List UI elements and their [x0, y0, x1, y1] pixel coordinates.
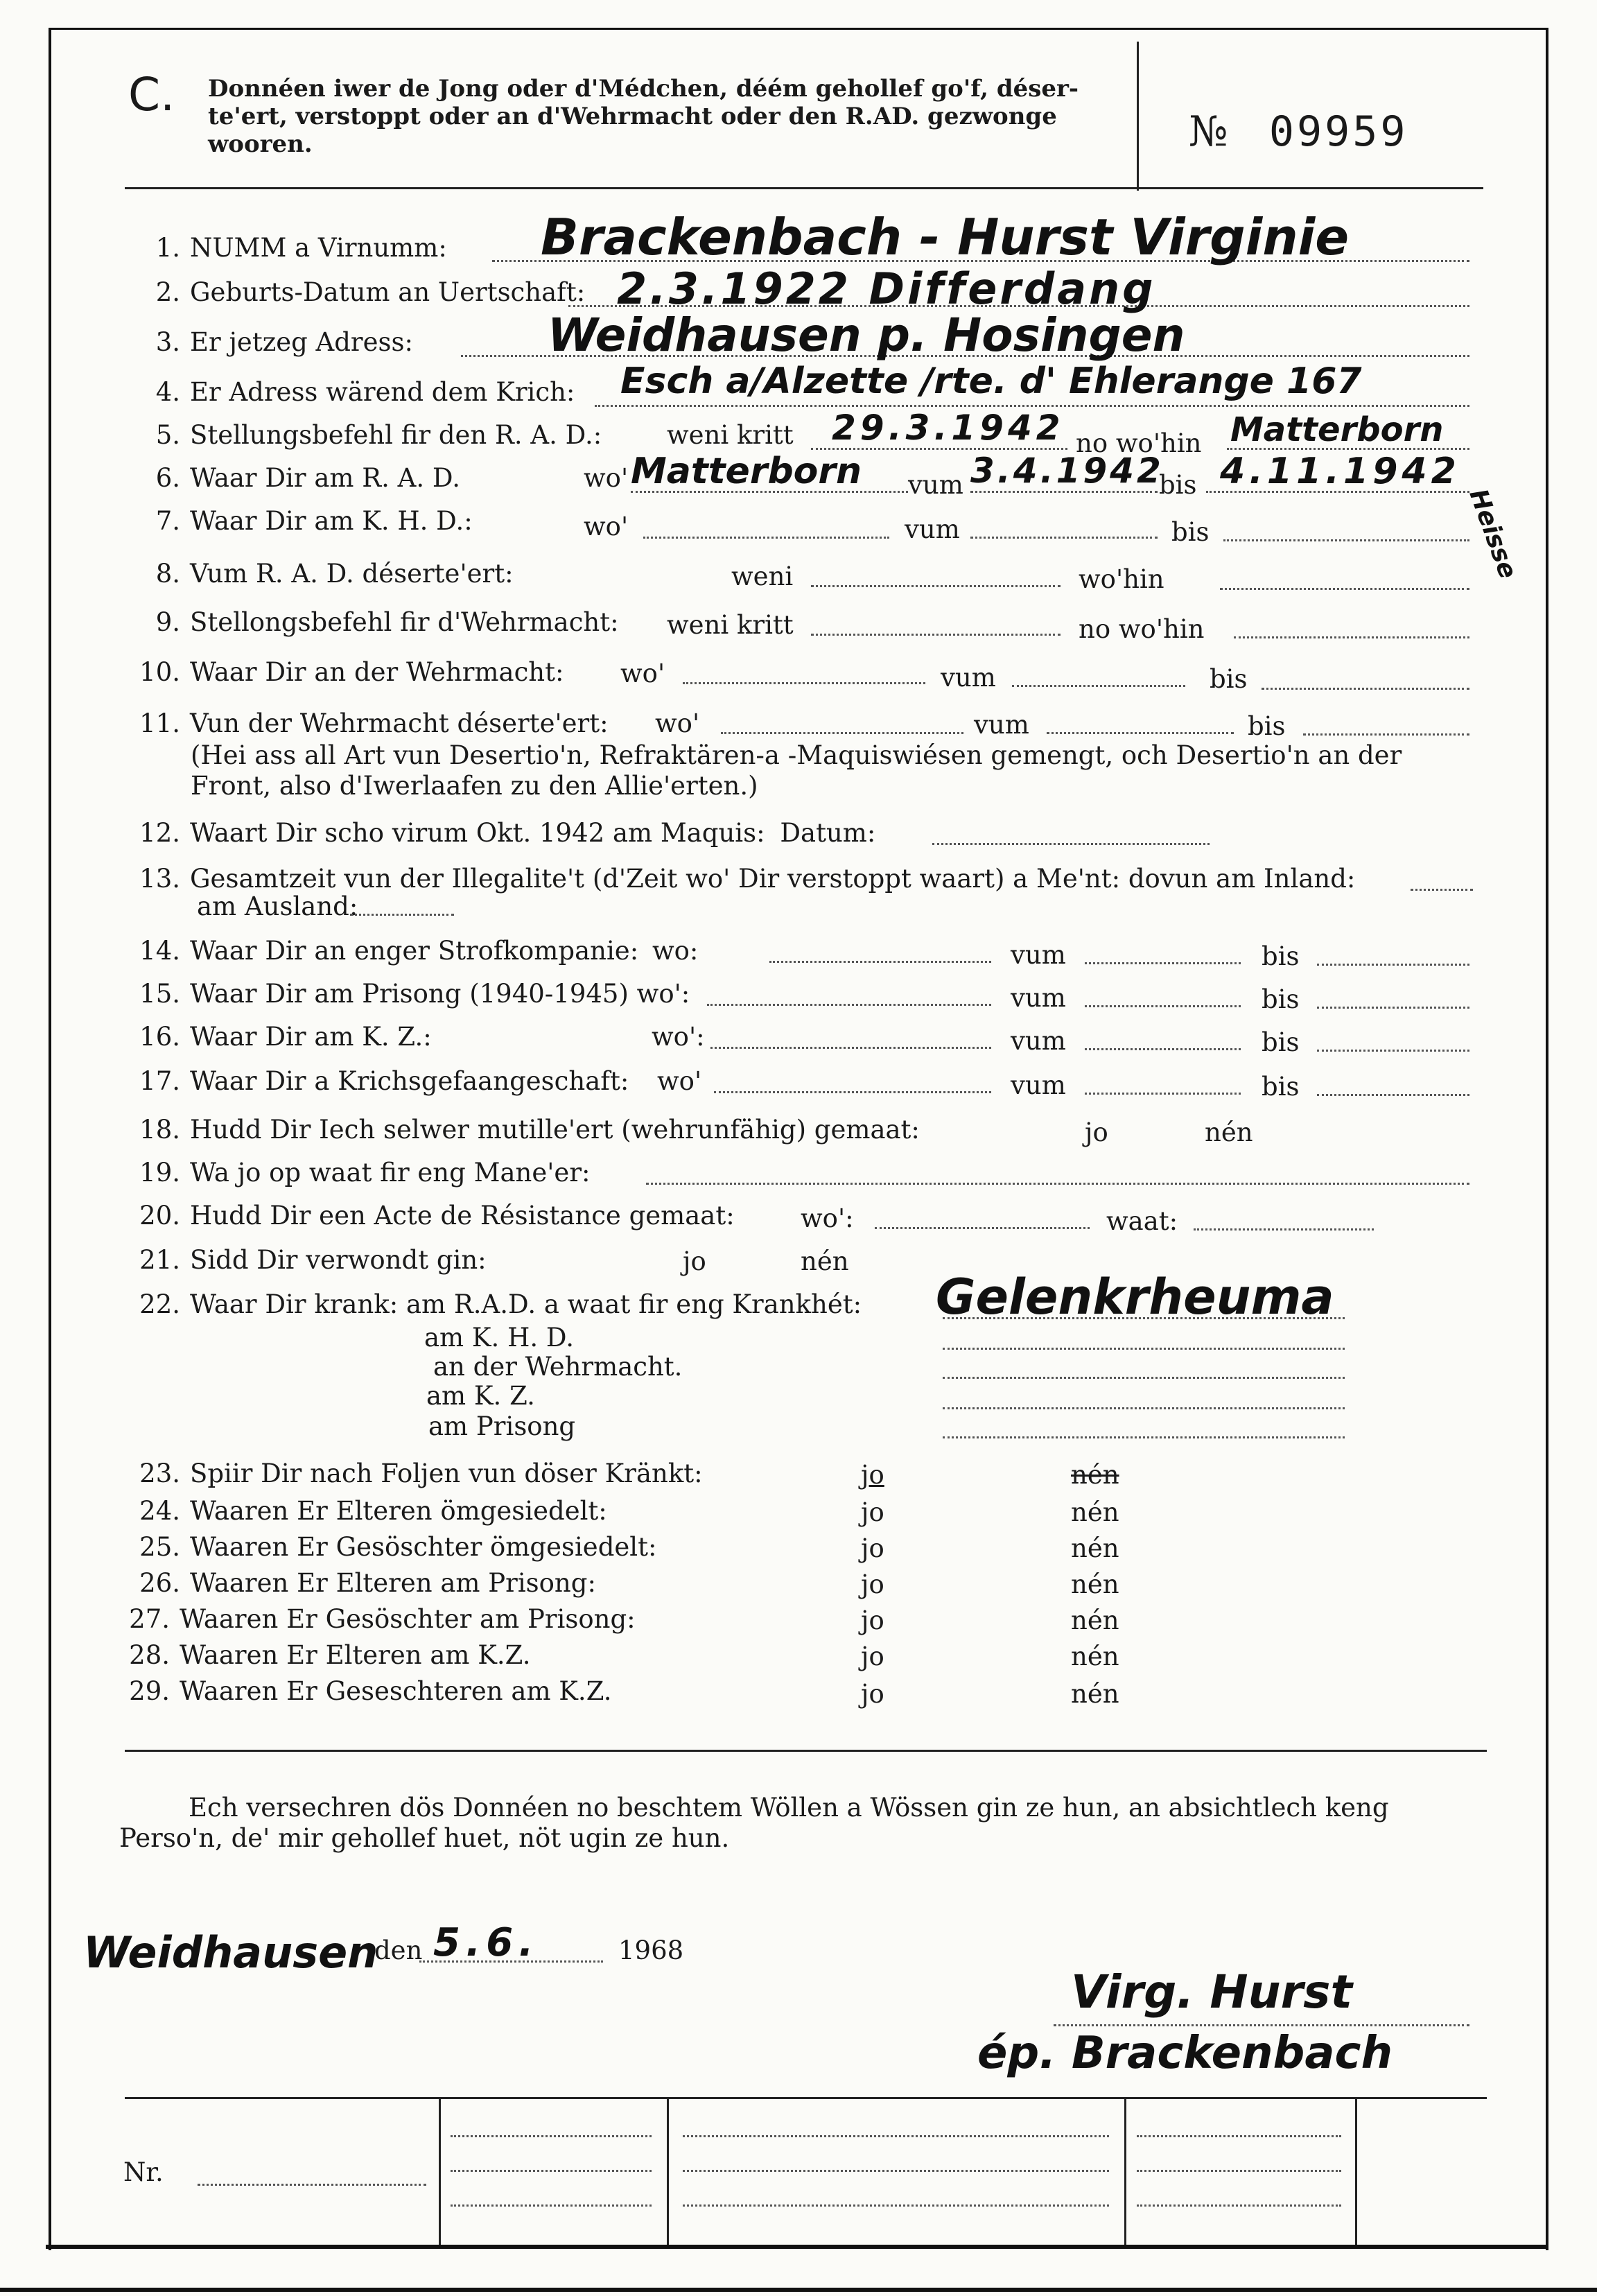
- q3-handwritten: Weidhausen p. Hosingen: [548, 308, 1185, 362]
- q21-nen[interactable]: nén: [801, 1246, 849, 1276]
- q20-wo-field[interactable]: [875, 1227, 1090, 1229]
- footer-divider-1: [439, 2097, 441, 2245]
- q5-label: 5. Stellungsbefehl fir den R. A. D.:: [155, 420, 602, 450]
- q4-label: 4. Er Adress wärend dem Krich:: [155, 377, 575, 407]
- q20-waat: waat:: [1106, 1206, 1178, 1236]
- footer-cell-3-line-3[interactable]: [1137, 2204, 1341, 2207]
- q7-bis: bis: [1171, 517, 1210, 547]
- q6-wo: wo': [584, 463, 629, 493]
- q15-bis: bis: [1262, 984, 1300, 1014]
- header-title: [208, 75, 1079, 158]
- q16-bis-field[interactable]: [1317, 1050, 1469, 1052]
- q5-wohin: no wo'hin: [1076, 428, 1202, 458]
- q18-jo[interactable]: jo: [1085, 1117, 1108, 1147]
- footer-nr-label: Nr.: [123, 2157, 164, 2187]
- q12-datum: Datum:: [780, 818, 876, 848]
- q8-label: 8. Vum R. A. D. déserte'ert:: [155, 559, 514, 589]
- header-rule: [125, 187, 1483, 189]
- q13-ausland-field[interactable]: [350, 914, 454, 916]
- q2-label: 2. Geburts-Datum an Uertschaft:: [155, 277, 586, 307]
- q25-jo[interactable]: jo: [861, 1533, 884, 1563]
- footer-cell-2-line-2[interactable]: [683, 2170, 1109, 2172]
- q17-wo-field[interactable]: [714, 1091, 991, 1093]
- q14-vum: vum: [1011, 940, 1066, 970]
- q4-field[interactable]: [595, 405, 1469, 407]
- footer-top-rule: [125, 2097, 1487, 2099]
- dateline-den: den: [374, 1936, 423, 1965]
- q28-jo[interactable]: jo: [861, 1642, 884, 1671]
- footer-cell-3-line-1[interactable]: [1137, 2135, 1341, 2137]
- q1-label: 1. NUMM a Virnumm:: [155, 233, 447, 263]
- q20-waat-field[interactable]: [1194, 1228, 1374, 1230]
- date-handwritten: 5.6.: [433, 1920, 539, 1965]
- q28-label: 28. Waaren Er Elteren am K.Z.: [129, 1640, 531, 1670]
- q9-wohin-field[interactable]: [1234, 636, 1469, 638]
- q15-vum-field[interactable]: [1085, 1005, 1241, 1007]
- q6-vum-field[interactable]: [970, 491, 1158, 493]
- q14-wo-field[interactable]: [769, 961, 991, 963]
- q22-handwritten: Gelenkrheuma: [936, 1269, 1334, 1325]
- q11-note: [191, 740, 1402, 801]
- signature-line-1: Virg. Hurst: [1071, 1965, 1352, 2019]
- place-handwritten: Weidhausen: [83, 1927, 378, 1978]
- q25-nen[interactable]: nén: [1071, 1533, 1119, 1563]
- q22-field-5[interactable]: [943, 1436, 1345, 1438]
- q15-vum: vum: [1011, 983, 1066, 1013]
- declaration: [119, 1793, 1389, 1854]
- q9-wohin: no wo'hin: [1079, 614, 1205, 644]
- form-number: [1189, 107, 1408, 156]
- q9-weni: weni kritt: [667, 610, 794, 640]
- q8-weni-field[interactable]: [811, 585, 1061, 587]
- q20-label: 20. Hudd Dir een Acte de Résistance gemaat:: [139, 1201, 735, 1230]
- q22-sub-3: am K. Z.: [426, 1381, 535, 1411]
- number-value: 09959: [1268, 107, 1408, 156]
- footer-cell-3-line-2[interactable]: [1137, 2170, 1341, 2172]
- q20-wo: wo':: [801, 1203, 854, 1233]
- q14-bis: bis: [1262, 941, 1300, 971]
- q24-nen[interactable]: nén: [1071, 1497, 1119, 1527]
- q13-label: 13. Gesamtzeit vun der Illegalite't (d'Zeit wo' Dir verstoppt waart) a Me'nt: dovun am Inland:: [139, 864, 1356, 894]
- q17-vum-field[interactable]: [1085, 1093, 1241, 1095]
- header-title-line-3: wooren.: [208, 130, 313, 158]
- q10-bis: bis: [1210, 664, 1248, 694]
- q23-nen[interactable]: nén: [1071, 1460, 1119, 1490]
- footer-divider-4: [1355, 2097, 1357, 2245]
- q6-bis-handwritten: 4.11.1942: [1220, 451, 1460, 492]
- footer-cell-2-line-1[interactable]: [683, 2135, 1109, 2137]
- q17-wo: wo': [657, 1066, 702, 1096]
- q1-handwritten: Brackenbach - Hurst Virginie: [541, 208, 1350, 266]
- q11-bis-field[interactable]: [1303, 733, 1469, 736]
- q26-label: 26. Waaren Er Elteren am Prisong:: [139, 1568, 596, 1598]
- dateline-year: 1968: [618, 1936, 684, 1965]
- footer-cell-1-line-2[interactable]: [451, 2170, 652, 2172]
- q22-field-3[interactable]: [943, 1377, 1345, 1379]
- q3-label: 3. Er jetzeg Adress:: [155, 327, 413, 357]
- q24-jo[interactable]: jo: [861, 1497, 884, 1527]
- signature-field[interactable]: [1054, 2024, 1469, 2026]
- frame-bottom-rule: [46, 2245, 1548, 2249]
- q7-bis-field[interactable]: [1223, 539, 1469, 541]
- q5-weni: weni kritt: [667, 420, 794, 450]
- declaration-line-1: Ech versechren dös Donnéen no beschtem Wöllen a Wössen gin ze hun, an absichtlech keng: [189, 1793, 1389, 1823]
- q8-weni: weni: [731, 562, 794, 591]
- q16-label: 16. Waar Dir am K. Z.:: [139, 1022, 432, 1052]
- q17-bis-field[interactable]: [1317, 1094, 1469, 1096]
- q7-label: 7. Waar Dir am K. H. D.:: [155, 506, 473, 536]
- q22-label: 22. Waar Dir krank: am R.A.D. a waat fir eng Krankhét:: [139, 1289, 862, 1319]
- q27-nen[interactable]: nén: [1071, 1606, 1119, 1635]
- q8-wohin: wo'hin: [1079, 564, 1164, 594]
- q22-field-2[interactable]: [943, 1348, 1345, 1350]
- q10-wo: wo': [620, 659, 665, 688]
- q11-bis: bis: [1248, 711, 1286, 741]
- page-bottom-rule: [0, 2288, 1597, 2292]
- q10-vum-field[interactable]: [1012, 685, 1185, 687]
- q11-label: 11. Vun der Wehrmacht déserte'ert:: [139, 708, 609, 738]
- q17-vum: vum: [1011, 1070, 1066, 1100]
- q15-wo-field[interactable]: [707, 1004, 991, 1006]
- q16-vum: vum: [1011, 1026, 1066, 1056]
- q22-sub-2: an der Wehrmacht.: [433, 1352, 683, 1382]
- q16-wo: wo':: [652, 1022, 705, 1052]
- signature-line-2: ép. Brackenbach: [977, 2028, 1393, 2079]
- q4-handwritten: Esch a/Alzette /rte. d' Ehlerange 167: [620, 360, 1362, 402]
- q6-extra-handwritten: Heisse: [1463, 485, 1522, 583]
- q16-vum-field[interactable]: [1085, 1048, 1241, 1050]
- q14-wo: wo:: [652, 936, 699, 966]
- q17-bis: bis: [1262, 1072, 1300, 1102]
- q29-nen[interactable]: nén: [1071, 1679, 1119, 1709]
- header-divider: [1137, 42, 1139, 191]
- q18-nen[interactable]: nén: [1205, 1117, 1253, 1147]
- q17-label: 17. Waar Dir a Krichsgefaangeschaft:: [139, 1066, 629, 1096]
- q6-wo-handwritten: Matterborn: [631, 451, 862, 492]
- q14-label: 14. Waar Dir an enger Strofkompanie: wo:: [139, 936, 699, 966]
- footer-divider-2: [667, 2097, 669, 2245]
- q6-vum: vum: [908, 470, 963, 500]
- header-title-line-2: te'ert, verstoppt oder an d'Wehrmacht oder den R.AD. gezwonge: [208, 103, 1057, 130]
- q10-label: 10. Waar Dir an der Wehrmacht:: [139, 657, 564, 687]
- q12-label: 12. Waart Dir scho virum Okt. 1942 am Maquis: Datum:: [139, 818, 876, 848]
- q7-wo-field[interactable]: [643, 537, 889, 539]
- footer-divider-3: [1124, 2097, 1126, 2245]
- q16-bis: bis: [1262, 1027, 1300, 1057]
- q7-wo: wo': [584, 512, 629, 541]
- q29-label: 29. Waaren Er Geseschteren am K.Z.: [129, 1676, 612, 1706]
- q27-label: 27. Waaren Er Gesöschter am Prisong:: [129, 1604, 636, 1634]
- q5-weni-field[interactable]: [811, 448, 1067, 450]
- section-rule: [125, 1750, 1487, 1752]
- q10-bis-field[interactable]: [1262, 688, 1469, 690]
- footer-cell-1-line-3[interactable]: [451, 2204, 652, 2207]
- q9-weni-field[interactable]: [811, 634, 1061, 636]
- q5-weni-handwritten: 29.3.1942: [832, 408, 1065, 448]
- q22-field-4[interactable]: [943, 1407, 1345, 1409]
- q13-inland-field[interactable]: [1411, 889, 1473, 891]
- q25-label: 25. Waaren Er Gesöschter ömgesiedelt:: [139, 1532, 657, 1562]
- q7-vum-field[interactable]: [970, 537, 1158, 539]
- q19-label: 19. Wa jo op waat fir eng Mane'er:: [139, 1158, 591, 1188]
- number-symbol: №: [1189, 107, 1228, 156]
- q14-bis-field[interactable]: [1317, 964, 1469, 966]
- q15-label: 15. Waar Dir am Prisong (1940-1945) wo':: [139, 979, 690, 1009]
- q21-jo[interactable]: jo: [683, 1246, 706, 1276]
- footer-nr-field[interactable]: [198, 2184, 426, 2186]
- q10-wo-field[interactable]: [683, 682, 925, 684]
- q26-jo[interactable]: jo: [861, 1569, 884, 1599]
- footer-cell-2-line-3[interactable]: [683, 2204, 1109, 2207]
- q11-wo-field[interactable]: [721, 732, 963, 734]
- q6-vum-handwritten: 3.4.1942: [970, 451, 1164, 491]
- q9-label: 9. Stellongsbefehl fir d'Wehrmacht:: [155, 607, 619, 637]
- declaration-line-2: Perso'n, de' mir gehollef huet, nöt ugin ze hun.: [119, 1823, 730, 1853]
- q8-wohin-field[interactable]: [1220, 588, 1469, 590]
- q7-vum: vum: [905, 514, 960, 544]
- q5-wohin-handwritten: Matterborn: [1230, 410, 1444, 449]
- q6-bis: bis: [1159, 470, 1197, 500]
- q23-label: 23. Spiir Dir nach Foljen vun döser Kränkt:: [139, 1459, 703, 1488]
- q10-vum: vum: [941, 663, 996, 693]
- section-letter: C.: [128, 68, 175, 121]
- q29-jo[interactable]: jo: [861, 1679, 884, 1709]
- q14-vum-field[interactable]: [1085, 962, 1241, 964]
- q11-wo: wo': [655, 708, 700, 738]
- q16-wo-field[interactable]: [710, 1047, 991, 1049]
- header-title-line-1: Donnéen iwer de Jong oder d'Médchen, déém gehollef go'f, déser-: [208, 75, 1079, 103]
- q11-vum-field[interactable]: [1047, 732, 1234, 734]
- q15-bis-field[interactable]: [1317, 1007, 1469, 1009]
- q12-field[interactable]: [932, 843, 1210, 845]
- q11-note-line-2: Front, also d'Iwerlaafen zu den Allie'erten.): [191, 771, 758, 801]
- q11-note-line-1: (Hei ass all Art vun Desertio'n, Refraktären-a -Maquiswiésen gemengt, och Desertio'n an der: [191, 740, 1402, 770]
- q19-field[interactable]: [646, 1183, 1469, 1185]
- q26-nen[interactable]: nén: [1071, 1569, 1119, 1599]
- q23-jo[interactable]: jo: [861, 1460, 884, 1490]
- footer-cell-1-line-1[interactable]: [451, 2135, 652, 2137]
- q6-label: 6. Waar Dir am R. A. D.: [155, 463, 460, 493]
- q13-ausland: am Ausland:: [197, 892, 358, 921]
- q11-vum: vum: [974, 710, 1029, 740]
- q22-sub-1: am K. H. D.: [424, 1323, 574, 1353]
- q21-label: 21. Sidd Dir verwondt gin:: [139, 1245, 487, 1275]
- q28-nen[interactable]: nén: [1071, 1642, 1119, 1671]
- q22-sub-4: am Prisong: [428, 1411, 576, 1441]
- q24-label: 24. Waaren Er Elteren ömgesiedelt:: [139, 1496, 607, 1526]
- q27-jo[interactable]: jo: [861, 1606, 884, 1635]
- q2-handwritten: 2.3.1922 Differdang: [617, 263, 1156, 314]
- q18-label: 18. Hudd Dir Iech selwer mutille'ert (wehrunfähig) gemaat:: [139, 1115, 920, 1145]
